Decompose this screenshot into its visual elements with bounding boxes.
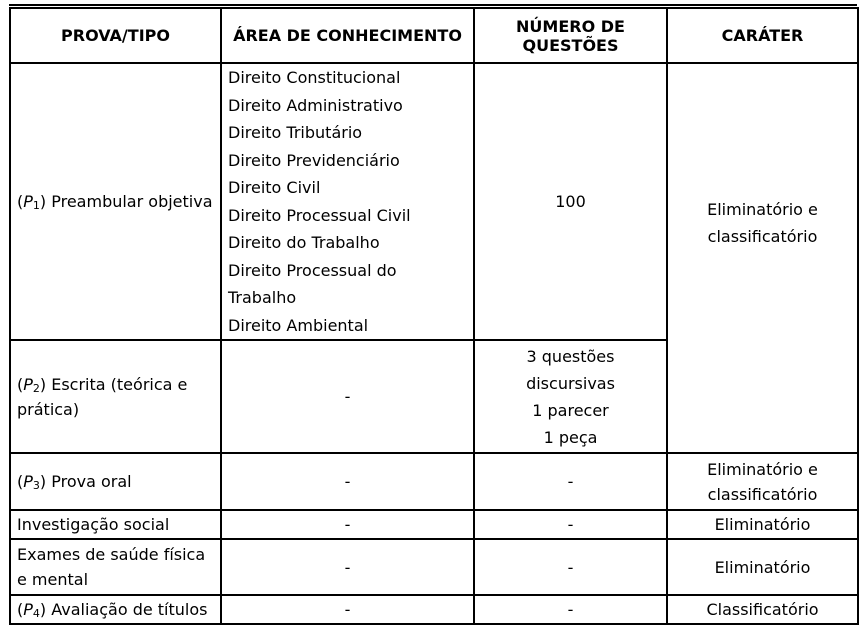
cell-p2-label: $(P_2)$ Escrita (teórica e prática)	[10, 340, 221, 453]
header-prova: PROVA/TIPO	[10, 8, 221, 63]
top-rule	[9, 4, 857, 6]
table-row-p1	[10, 63, 858, 340]
questoes-line: 1 peça	[543, 427, 598, 447]
area-item: Direito Administrativo	[228, 95, 403, 115]
cell-social-label: Investigação social	[10, 510, 221, 539]
cell-saude-questoes: -	[474, 539, 667, 595]
cell-p1-questoes: 100	[474, 63, 667, 340]
area-item: Direito Constitucional	[228, 68, 401, 87]
cell-social-carater: Eliminatório	[667, 510, 858, 539]
area-item: Direito Ambiental	[228, 315, 369, 335]
header-row	[10, 8, 858, 63]
questoes-line: 3 questões	[526, 346, 615, 366]
cell-saude-carater: Eliminatório	[667, 539, 858, 595]
cell-p1-p2-carater	[667, 63, 858, 453]
cell-p4-questoes: -	[474, 595, 667, 624]
cell-p3-label: $(P_3)$ Prova oral	[10, 453, 221, 510]
cell-p2-questoes	[474, 340, 667, 453]
area-item: Direito do Trabalho	[228, 233, 380, 252]
carater-line: classificatório	[707, 484, 818, 504]
cell-social-questoes: -	[474, 510, 667, 539]
cell-p4-carater: Classificatório	[667, 595, 858, 624]
table-row-p4	[10, 595, 858, 624]
cell-p3-questoes: -	[474, 453, 667, 510]
cell-p1-areas	[221, 63, 474, 340]
area-item: Direito Previdenciário	[228, 150, 400, 170]
area-item: Direito Tributário	[228, 123, 363, 142]
header-numero: NÚMERO DE QUESTÕES	[474, 8, 667, 63]
carater-line: classificatório	[707, 227, 818, 246]
cell-p3-area: -	[221, 453, 474, 510]
table-row-p3	[10, 453, 858, 510]
carater-line: Eliminatório e	[707, 459, 818, 479]
area-item: Direito Processual do Trabalho	[228, 260, 397, 307]
cell-p1-label: $(P_1)$ Preambular objetiva	[10, 63, 221, 340]
cell-saude-label: Exames de saúde física e mental	[10, 539, 221, 595]
header-area: ÁREA DE CONHECIMENTO	[221, 8, 474, 63]
carater-line: Eliminatório e	[707, 200, 818, 219]
table-row-social	[10, 510, 858, 539]
area-item: Direito Civil	[228, 178, 321, 197]
area-item: Direito Processual Civil	[228, 205, 411, 225]
exam-table	[9, 7, 859, 625]
cell-p4-label: $(P_4)$ Avaliação de títulos	[10, 595, 221, 624]
header-carater: CARÁTER	[667, 8, 858, 63]
cell-p4-area: -	[221, 595, 474, 624]
cell-p3-carater	[667, 453, 858, 510]
table-row-saude	[10, 539, 858, 595]
cell-saude-area: -	[221, 539, 474, 595]
questoes-line: 1 parecer	[532, 400, 609, 420]
cell-p2-area: -	[221, 340, 474, 453]
cell-social-area: -	[221, 510, 474, 539]
questoes-line: discursivas	[526, 373, 615, 393]
